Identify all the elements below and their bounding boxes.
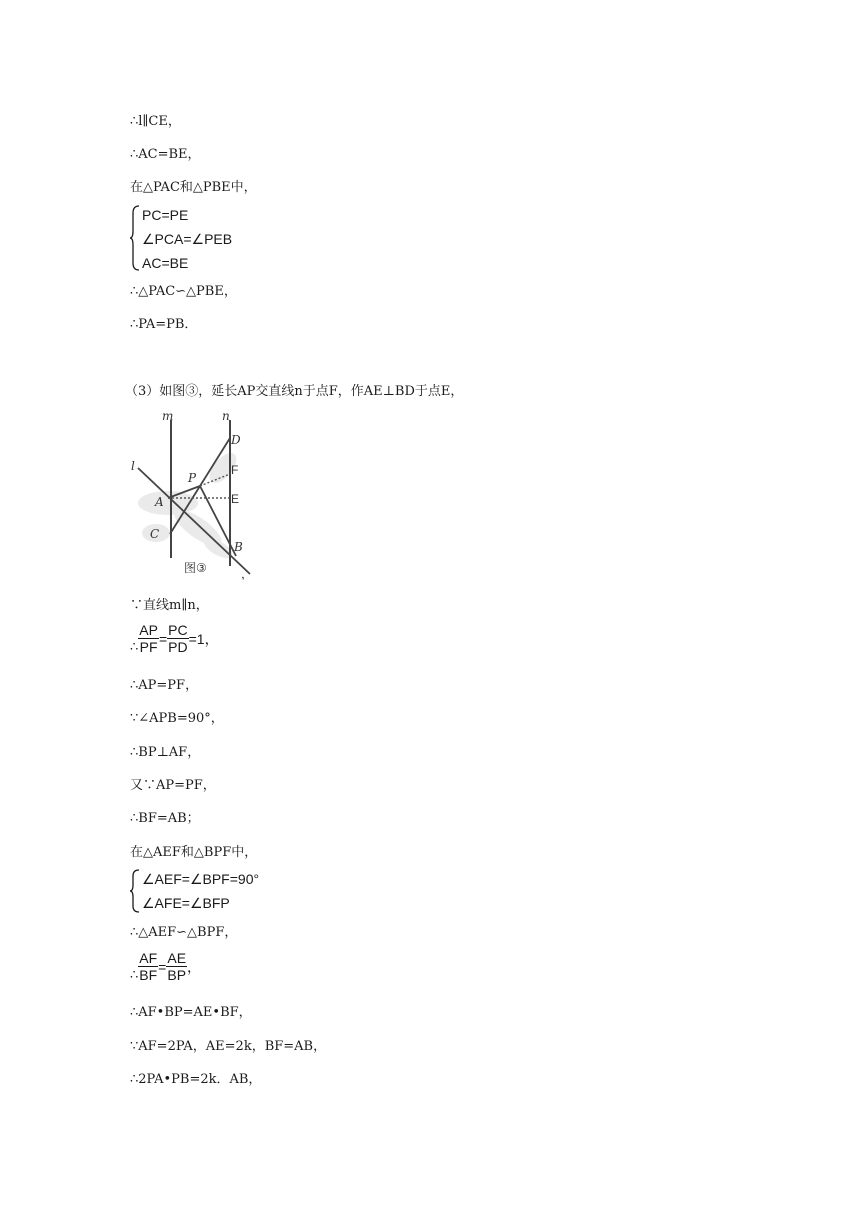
text-line-4: ∴△PAC∽△PBE，: [130, 284, 237, 299]
text-line-2: ∴AC=BE，: [130, 147, 201, 162]
text-line-13: 在△AEF和△BPF中，: [130, 845, 258, 860]
brace-icon: [130, 205, 140, 271]
fraction-2-left: [138, 950, 158, 983]
fraction-2-right-den: BP: [167, 967, 187, 983]
fraction-2-right-num: AE: [167, 950, 187, 966]
text-line-7: ∵直线m∥n，: [130, 598, 209, 613]
fraction-2-left-num: AF: [139, 950, 158, 966]
label-E: E: [231, 492, 240, 506]
fraction-2-tail: ，: [187, 958, 202, 975]
label-D: D: [231, 433, 241, 447]
fraction-1-left-den: PF: [139, 639, 158, 655]
figure-trailing-comma: ，: [241, 567, 254, 580]
text-line-14: ∴△AEF∽△BPF，: [130, 925, 238, 940]
fraction-1-right-den: PD: [168, 639, 188, 655]
text-line-16: ∵AF=2PA，AE=2k，BF=AB，: [130, 1039, 327, 1054]
text-line-5: ∴PA=PB．: [130, 317, 198, 332]
text-line-8: ∴AP=PF，: [130, 678, 199, 693]
fraction-2-prefix: ∴: [130, 968, 139, 983]
label-l: l: [131, 459, 135, 473]
fraction-line-1: [130, 622, 219, 655]
system-2-row-2: ∠AFE=∠BFP: [142, 895, 230, 911]
geometry-figure: [128, 408, 256, 580]
text-line-6: （3）如图③，延长AP交直线n于点F，作AE⊥BD于点E，: [125, 384, 464, 399]
fraction-2-right: [166, 950, 187, 983]
equation-system-2: [130, 869, 350, 915]
system-1-row-1: PC=PE: [142, 207, 189, 223]
label-m: m: [162, 409, 174, 423]
system-2-row-1: ∠AEF=∠BPF=90°: [142, 871, 260, 887]
label-A: A: [155, 495, 164, 509]
label-B: B: [234, 540, 243, 554]
label-P: P: [188, 471, 197, 485]
equation-system-1: [130, 205, 330, 273]
text-line-15: ∴AF•BP=AE•BF，: [130, 1005, 252, 1020]
text-line-9: ∵∠APB=90°，: [130, 711, 224, 726]
system-1-row-3: AC=BE: [142, 255, 189, 271]
fraction-line-2: [130, 950, 201, 983]
system-1-row-2: ∠PCA=∠PEB: [142, 231, 233, 247]
brace-icon: [130, 869, 140, 913]
text-line-3: 在△PAC和△PBE中，: [130, 180, 257, 195]
fraction-1-left: [138, 622, 159, 655]
fraction-1-right-num: PC: [168, 622, 188, 638]
label-C: C: [150, 527, 160, 541]
text-line-12: ∴BF=AB；: [130, 811, 200, 826]
figure-shading: [138, 448, 241, 562]
fraction-1-prefix: ∴: [130, 640, 139, 655]
fraction-1-right: [167, 622, 188, 655]
text-line-11: 又∵AP=PF，: [130, 778, 216, 793]
text-line-10: ∴BP⊥AF，: [130, 745, 201, 760]
label-n: n: [222, 409, 230, 423]
text-line-1: ∴l∥CE，: [130, 114, 181, 129]
label-F: F: [231, 463, 239, 477]
text-line-17: ∴2PA•PB=2k．AB，: [130, 1072, 262, 1087]
fraction-1-left-num: AP: [139, 622, 158, 638]
fraction-2-equals: =: [158, 958, 167, 975]
fraction-1-tail: =1，: [188, 630, 219, 647]
fraction-2-left-den: BF: [139, 967, 158, 983]
figure-caption: 图③: [184, 561, 207, 575]
fraction-1-equals: =: [158, 630, 168, 647]
